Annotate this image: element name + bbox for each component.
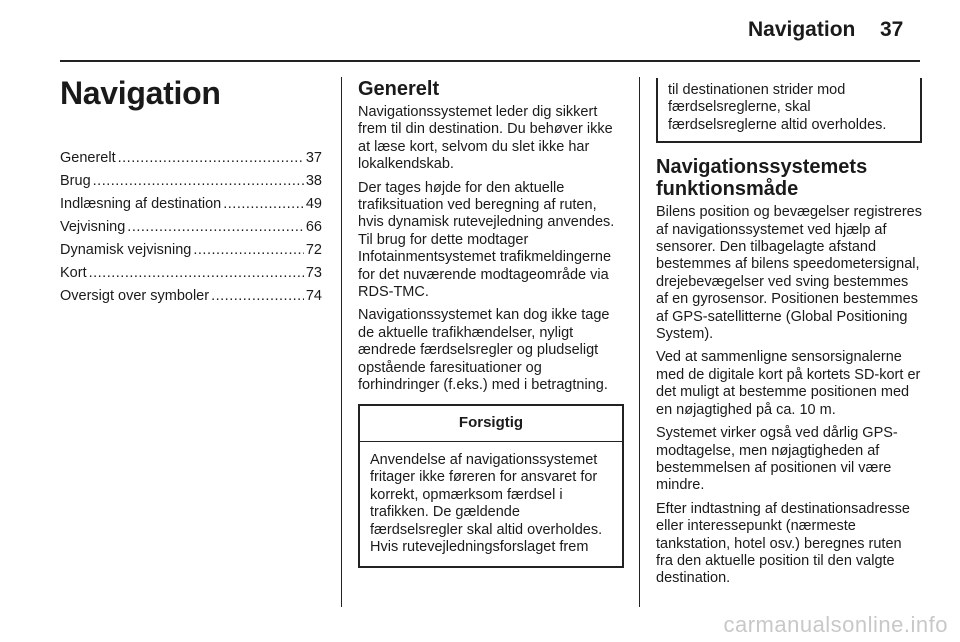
section-heading: Generelt <box>358 78 440 100</box>
column-funktion <box>656 78 922 594</box>
toc-entry-page: 49 <box>305 196 322 212</box>
body-paragraph: Bilens position og bevægelser registreres af navigationssystemet ved hjælp af sensorer. Den tilbagelagte afstand bestemmes af bilens speedometersignal, drejebevægelser ved sving bestemmes af en gyrosensor. Positionen bestemmes af GPS-satellitterne (Global Positioning System). <box>656 204 922 343</box>
caution-continuation-box <box>656 78 922 143</box>
section-heading: Navigationssystemets funktionsmåde <box>656 156 868 201</box>
header-rule <box>60 60 920 62</box>
toc-entry-label: Generelt <box>60 150 116 166</box>
body-paragraph: Efter indtastning af destinationsadresse eller interessepunkt (nærmeste tankstation, hotel osv.) beregnes ruten fra den aktuelle position til den valgte destination. <box>656 500 910 587</box>
toc-entry-page: 66 <box>305 219 322 235</box>
toc-entry-page: 38 <box>305 173 322 189</box>
watermark: carmanualsonline.info <box>723 612 948 637</box>
caution-continuation-text: til destinationen strider mod færdselsreglerne, skal færdselsreglerne altid overholdes. <box>668 82 887 133</box>
toc-entry-page: 37 <box>305 150 322 166</box>
body-paragraph: Ved at sammenligne sensorsignalerne med de digitale kort på kortets SD-kort er det muligt at bestemme positionen med en nøjagtighed på ca. 10 m. <box>656 349 921 418</box>
caution-title: Forsigtig <box>360 406 622 442</box>
toc-entry[interactable] <box>60 219 322 242</box>
toc-entry[interactable] <box>60 173 322 196</box>
toc-leader <box>118 150 304 166</box>
toc-entry-label: Oversigt over symboler <box>60 288 210 304</box>
toc-leader <box>223 196 304 212</box>
toc-entry[interactable] <box>60 242 322 265</box>
toc-entry-page: 72 <box>305 242 322 258</box>
table-of-contents <box>60 150 322 311</box>
page-number: 37 <box>880 18 904 41</box>
toc-entry[interactable] <box>60 288 322 311</box>
running-header-title: Navigation <box>748 18 856 41</box>
toc-entry-page: 73 <box>305 265 322 281</box>
toc-leader <box>89 265 304 281</box>
body-paragraph: Navigationssystemet kan dog ikke tage de aktuelle trafikhændelser, nyligt ændrede færdselsregler og pludseligt opstående faresituationer og forhindringer (f.eks.) med i betragtning. <box>358 307 610 394</box>
toc-entry[interactable] <box>60 150 322 173</box>
caution-text: Anvendelse af navigationssystemet fritager ikke føreren for ansvaret for korrekt, opmærksom færdsel i trafikken. De gældende færdselsregler skal altid overholdes. Hvis rutevejledningsforslaget frem <box>370 451 603 555</box>
toc-leader <box>127 219 304 235</box>
toc-entry-label: Indlæsning af destination <box>60 196 222 212</box>
toc-entry-label: Dynamisk vejvisning <box>60 242 192 258</box>
body-paragraph: Navigationssystemet leder dig sikkert frem til din destination. Du behøver ikke at læse kort, selvom du slet ikke har lokalkendskab. <box>358 104 613 173</box>
column-divider <box>341 77 342 607</box>
body-paragraph: Systemet virker også ved dårlig GPS-modtagelse, men nøjagtigheden af bestemmelsen af positionen vil være mindre. <box>656 425 898 494</box>
toc-entry-label: Brug <box>60 173 91 189</box>
chapter-title: Navigation <box>60 75 221 111</box>
toc-leader <box>211 288 304 304</box>
column-divider <box>639 77 640 607</box>
column-generelt <box>358 78 626 568</box>
toc-leader <box>193 242 304 258</box>
body-paragraph: Der tages højde for den aktuelle trafiksituation ved beregning af ruten, hvis dynamisk rutevejledning anvendes. Til brug for dette modtager Infotainmentsystemet trafikmeldingerne for det nuværende modtageområde via RDS-TMC. <box>358 179 615 301</box>
caution-box <box>358 404 624 568</box>
toc-entry-label: Vejvisning <box>60 219 126 235</box>
toc-entry-page: 74 <box>305 288 322 304</box>
toc-entry-label: Kort <box>60 265 87 281</box>
toc-leader <box>93 173 304 189</box>
toc-entry[interactable] <box>60 265 322 288</box>
toc-entry[interactable] <box>60 196 322 219</box>
